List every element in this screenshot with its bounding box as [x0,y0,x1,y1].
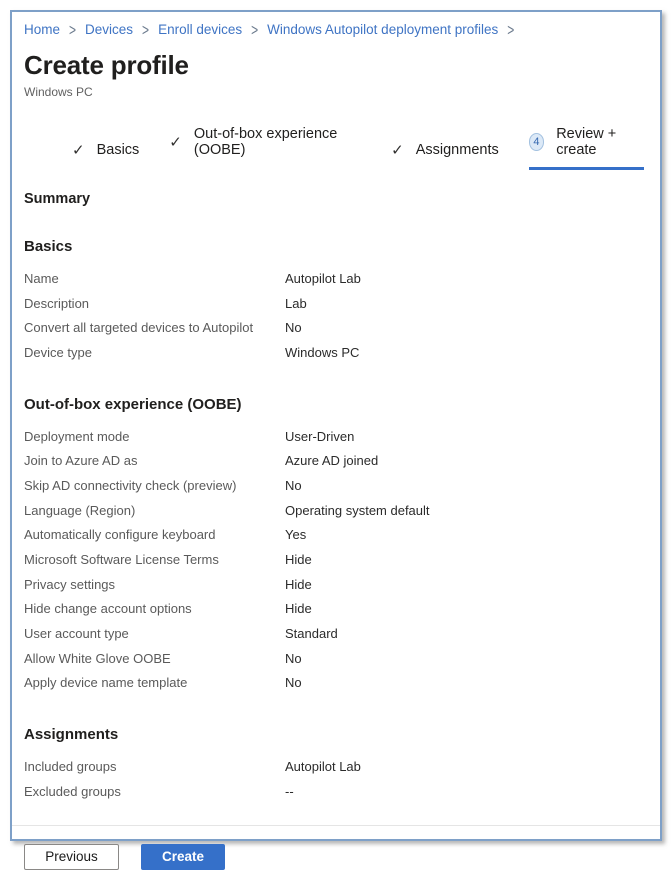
summary-row [24,448,644,473]
row-label: Automatically configure keyboard [24,527,216,543]
row-value: No [285,320,302,336]
row-label: Join to Azure AD as [24,453,138,469]
summary-sections [24,238,644,804]
row-label: Language (Region) [24,502,136,518]
row-label: Description [24,295,90,311]
summary-row [24,340,644,365]
summary-row [24,523,644,548]
summary-row [24,671,644,696]
row-label: Included groups [24,759,117,775]
page-subtitle: Windows PC [24,85,93,99]
row-value: Windows PC [285,344,360,360]
check-icon: ✓ [72,141,85,159]
summary-row [24,621,644,646]
row-label: Microsoft Software License Terms [24,552,219,568]
create-button[interactable]: Create [141,844,225,870]
row-value: Hide [285,552,312,568]
row-label: Name [24,270,59,286]
breadcrumb-link[interactable]: Home [24,22,61,37]
tab-out-of-box-experience-oobe[interactable] [169,126,361,170]
breadcrumb-separator-icon: > [69,20,77,39]
check-icon: ✓ [169,133,182,151]
row-label: User account type [24,626,129,642]
row-label: Skip AD connectivity check (preview) [24,477,237,493]
check-icon: ✓ [391,141,404,159]
step-number-badge: 4 [529,133,544,151]
breadcrumb-link[interactable]: Devices [85,22,134,37]
row-label: Privacy settings [24,576,116,592]
row-value: Autopilot Lab [285,759,361,775]
row-label: Deployment mode [24,428,130,444]
tab-label: Assignments [415,142,499,158]
summary-row [24,547,644,572]
summary-row [24,779,644,804]
breadcrumb-separator-icon: > [507,20,515,39]
row-value: Operating system default [285,502,430,518]
row-value: Autopilot Lab [285,270,361,286]
footer-bar [24,826,644,870]
section-title: Out-of-box experience (OOBE) [24,395,242,413]
breadcrumb [24,22,644,37]
tab-basics[interactable] [72,142,139,170]
section-rows [24,266,644,365]
summary-row [24,572,644,597]
tab-review-create[interactable] [529,126,644,170]
row-label: Hide change account options [24,601,192,617]
section-title: Assignments [24,726,119,744]
row-value: -- [285,783,294,799]
row-label: Excluded groups [24,783,121,799]
row-value: Azure AD joined [285,453,379,469]
tab-label: Basics [96,142,140,158]
summary-row [24,291,644,316]
row-value: No [285,650,302,666]
breadcrumb-link[interactable]: Windows Autopilot deployment profiles [267,22,499,37]
previous-button[interactable]: Previous [24,844,119,870]
breadcrumb-separator-icon: > [251,20,259,39]
section-rows [24,754,644,803]
summary-section [24,238,644,365]
row-value: Hide [285,576,312,592]
summary-row [24,646,644,671]
summary-row [24,597,644,622]
section-title: Basics [24,238,73,255]
summary-row [24,266,644,291]
section-rows [24,424,644,696]
tab-label: Out-of-box experience (OOBE) [193,126,338,158]
row-label: Convert all targeted devices to Autopilot [24,320,254,336]
row-value: Yes [285,527,307,543]
row-value: Standard [285,626,338,642]
page-title: Create profile [24,50,189,80]
summary-row [24,498,644,523]
row-label: Device type [24,344,92,360]
row-value: No [285,477,302,493]
row-value: User-Driven [285,428,355,444]
summary-row [24,424,644,449]
portal-window [10,10,662,865]
summary-row [24,754,644,779]
row-value: Hide [285,601,312,617]
wizard-tabs [72,126,644,170]
breadcrumb-link[interactable]: Enroll devices [158,22,243,37]
summary-section [24,396,644,696]
row-label: Apply device name template [24,675,188,691]
summary-section [24,726,644,803]
row-label: Allow White Glove OOBE [24,650,171,666]
tab-label: Review + create [556,126,617,158]
breadcrumb-separator-icon: > [142,20,150,39]
tab-assignments[interactable] [391,142,499,170]
row-value: Lab [285,295,307,311]
summary-row [24,473,644,498]
summary-heading: Summary [24,191,91,207]
row-value: No [285,675,302,691]
summary-row [24,315,644,340]
